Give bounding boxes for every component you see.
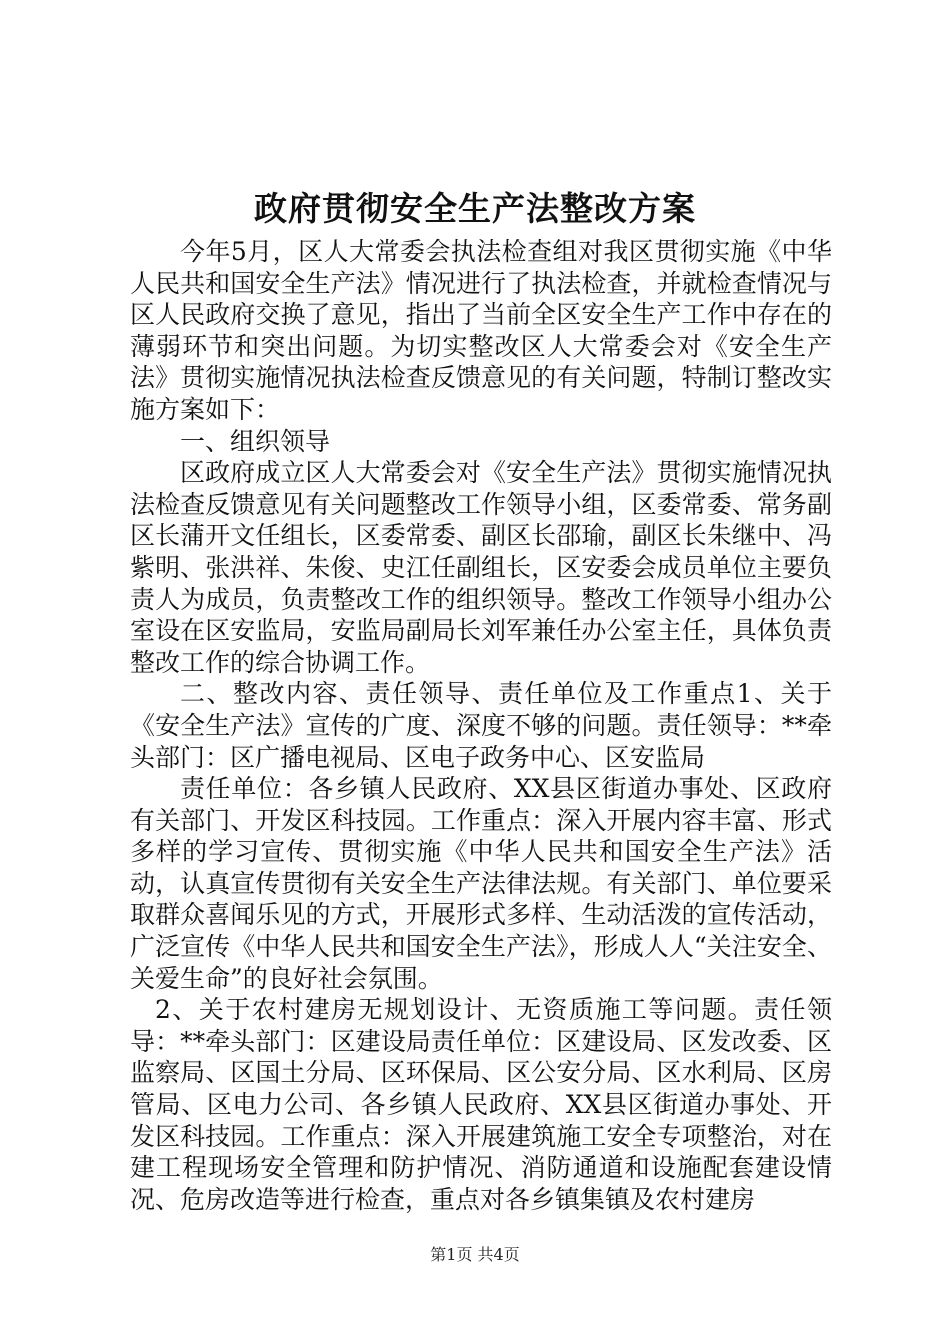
paragraph-responsible-units: 责任单位：各乡镇人民政府、XX县区街道办事处、区政府有关部门、开发区科技园。工作重点：深入开展内容丰富、形式多样的学习宣传、贯彻实施《中华人民共和国安全生产法》活动，认真宣传贯彻有关安全生产法律法规。有关部门、单位要采取群众喜闻乐见的方式，开展形式多样、生动活泼的宣传活动，广泛宣传《中华人民共和国安全生产法》，形成人人“关注安全、关爱生命”的良好社会氛围。 xyxy=(130,774,832,993)
paragraph-item-2: 2、关于农村建房无规划设计、无资质施工等问题。责任领导：**牵头部门：区建设局责任单位：区建设局、区发改委、区监察局、区国土分局、区环保局、区公安分局、区水利局、区房管局、区电力公司、各乡镇人民政府、XX县区街道办事处、开发区科技园。工作重点：深入开展建筑施工安全专项整治，对在建工程现场安全管理和防护情况、消防通道和设施配套建设情况、危房改造等进行检查，重点对各乡镇集镇及农村建房 xyxy=(130,995,832,1214)
page-number: 第1页 共4页 xyxy=(430,1245,520,1264)
section-heading-rectification: 二、整改内容、责任领导、责任单位及工作重点1、关于《安全生产法》宣传的广度、深度不够的问题。责任领导：**牵头部门：区广播电视局、区电子政务中心、区安监局 xyxy=(130,679,832,772)
section-heading-organization: 一、组织领导 xyxy=(180,426,331,456)
paragraph-organization: 区政府成立区人大常委会对《安全生产法》贯彻实施情况执法检查反馈意见有关问题整改工作领导小组，区委常委、常务副区长蒲开文任组长，区委常委、副区长邵瑜，副区长朱继中、冯紫明、张洪祥、朱俊、史江任副组长，区安委会成员单位主要负责人为成员，负责整改工作的组织领导。整改工作领导小组办公室设在区安监局，安监局副局长刘军兼任办公室主任，具体负责整改工作的综合协调工作。 xyxy=(130,458,832,677)
document-title: 政府贯彻安全生产法整改方案 xyxy=(254,189,696,228)
document-body xyxy=(130,236,832,1215)
paragraph-intro: 今年5月，区人大常委会执法检查组对我区贯彻实施《中华人民共和国安全生产法》情况进行了执法检查，并就检查情况与区人民政府交换了意见，指出了当前全区安全生产工作中存在的薄弱环节和突出问题。为切实整改区人大常委会对《安全生产法》贯彻实施情况执法检查反馈意见的有关问题，特制订整改实施方案如下： xyxy=(130,237,832,424)
